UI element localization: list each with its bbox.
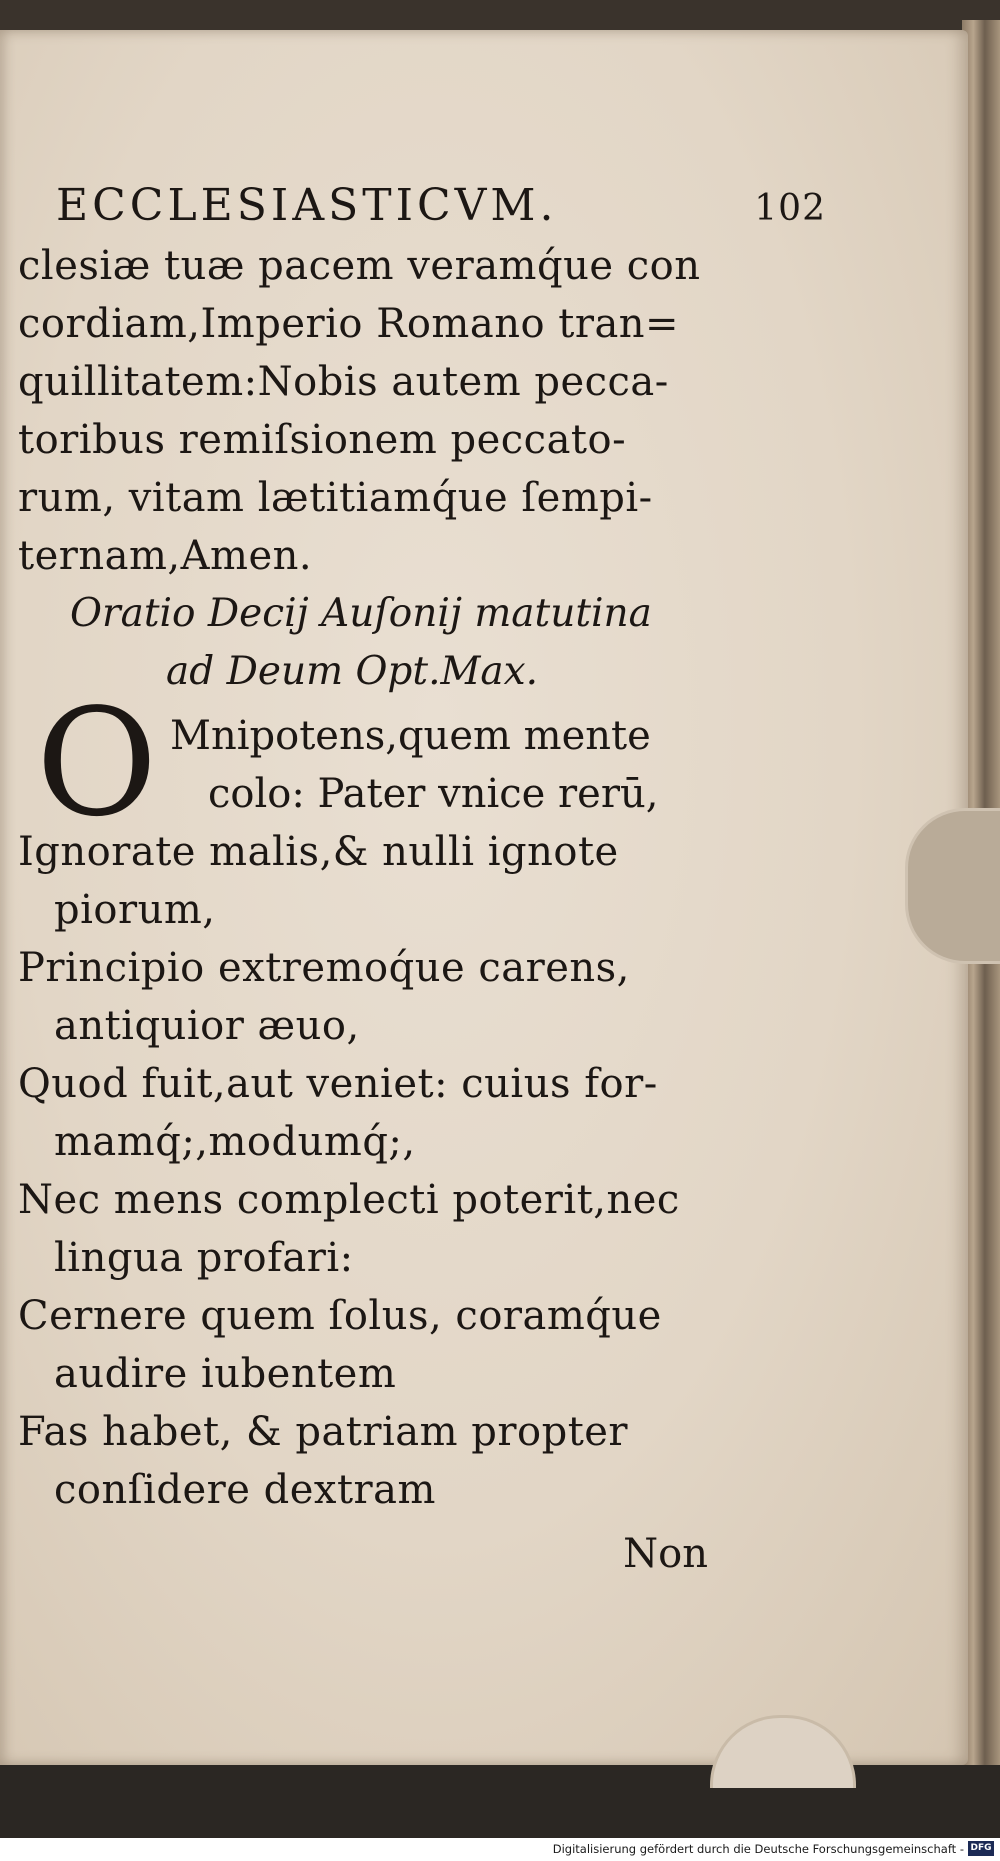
verse-line: mamq́;,modumq́;,	[54, 1119, 416, 1165]
verse-line: Cernere quem ſolus, coramq́ue	[18, 1293, 662, 1339]
page-number: 102	[754, 188, 826, 229]
running-header	[56, 178, 826, 237]
section-title-line1: Oratio Decij Auſonij matutina	[70, 591, 652, 636]
verse-line: piorum,	[54, 887, 216, 933]
text-line: quillitatem:Nobis autem pecca-	[18, 359, 669, 405]
text-line: clesiæ tuæ pacem veramq́ue con	[18, 243, 701, 289]
page-tab-marker	[905, 808, 1000, 964]
page-text	[18, 178, 826, 1589]
verse-line: conſidere dextram	[54, 1467, 436, 1513]
footer-bar	[0, 1838, 1000, 1861]
initial-line-1: Mnipotens,quem mente	[170, 713, 651, 759]
running-head: ECCLESIASTICVM.	[56, 180, 558, 231]
initial-line-2: colo: Pater vnice rerū,	[208, 771, 659, 817]
text-line: cordiam,Imperio Romano tran=	[18, 301, 680, 347]
catchword: Non	[623, 1531, 708, 1577]
drop-cap: O	[36, 677, 158, 849]
dfg-logo: DFG	[968, 1841, 994, 1856]
verse-line: Quod fuit,aut veniet: cuius for-	[18, 1061, 658, 1107]
section-title-line2: ad Deum Opt.Max.	[166, 649, 539, 694]
verse-line: antiquior æuo,	[54, 1003, 360, 1049]
verse-line: audire iubentem	[54, 1351, 397, 1397]
verse	[18, 823, 738, 1519]
verse-line: Principio extremoq́ue carens,	[18, 945, 630, 991]
initial-block	[18, 677, 738, 849]
funding-credit: Digitalisierung gefördert durch die Deutsche Forschungsgemeinschaft -	[552, 1842, 964, 1856]
text-line: ternam,Amen.	[18, 533, 313, 579]
verse-line: Nec mens complecti poterit,nec	[18, 1177, 680, 1223]
text-line: rum, vitam lætitiamq́ue ſempi-	[18, 475, 653, 521]
verse-line: lingua profari:	[54, 1235, 354, 1281]
prayer-ending	[18, 237, 738, 585]
verse-line: Ignorate malis,& nulli ignote	[18, 829, 619, 875]
text-line: toribus remiſsionem peccato-	[18, 417, 627, 463]
verse-line: Fas habet, & patriam propter	[18, 1409, 629, 1455]
